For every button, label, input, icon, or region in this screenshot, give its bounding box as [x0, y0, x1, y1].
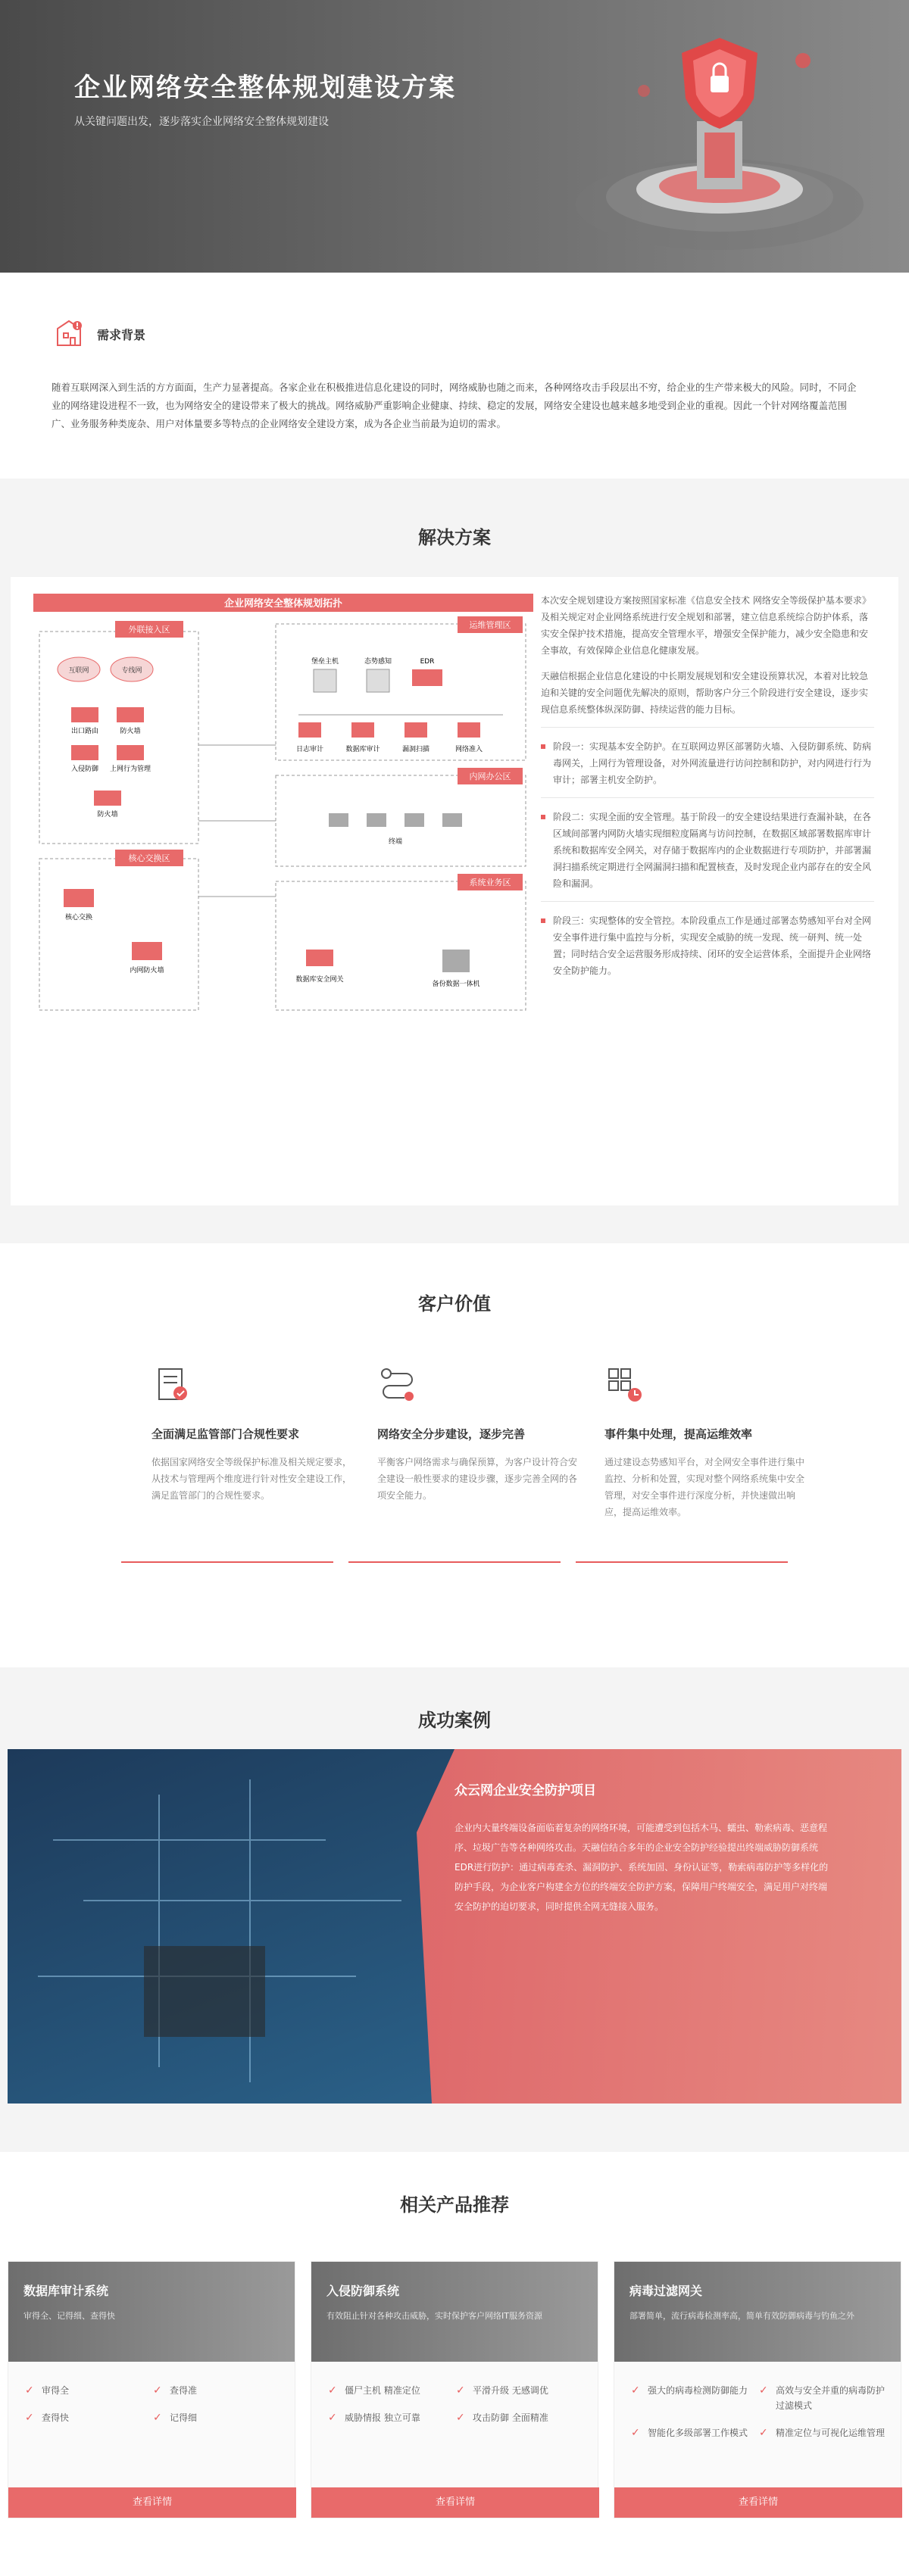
building-alert-icon [53, 318, 85, 350]
route-steps-icon [377, 1364, 418, 1405]
node-log-audit: 日志审计 [295, 746, 324, 753]
case-section [0, 1667, 909, 2152]
product-card-antivirus-gateway [614, 2261, 901, 2518]
product-card-db-audit [8, 2261, 295, 2518]
checklist-icon [152, 1364, 192, 1405]
product-desc: 审得全、记得细、查得快 [23, 2311, 115, 2321]
product-header [311, 2262, 598, 2362]
node-private: 专线网 [121, 667, 142, 675]
security-shield-illustration [561, 8, 879, 265]
node-audit-log: 态势感知 [364, 658, 392, 666]
value-divider-2 [348, 1561, 561, 1563]
solution-title: 解决方案 [418, 527, 491, 548]
solution-description [541, 592, 874, 988]
node-firewall: 防火墙 [120, 728, 141, 735]
product-header [8, 2262, 295, 2362]
solution-phase-3: 阶段三：实现整体的安全管控。本阶段重点工作是通过部署态势感知平台对全网安全事件进行集中监控与分析，实现安全威胁的统一发现、统一研判、统一处置；同时结合安全运营服务形成持续、闭环的安全运营体系，全面提升企业网络安全防护能力。 [541, 901, 874, 979]
value-item-compliance [152, 1364, 356, 1504]
node-vuln-scan: 漏洞扫描 [401, 746, 430, 753]
node-intranet-fw: 内网防火墙 [130, 967, 164, 975]
node-db-audit: 数据库审计 [345, 746, 380, 753]
view-details-button[interactable]: 查看详情 [614, 2487, 902, 2518]
products-section [0, 2152, 909, 2576]
page-title: 企业网络安全整体规划建设方案 [74, 73, 456, 103]
node-exit-router: 出口路由 [70, 728, 99, 735]
case-text: 企业内大量终端设备面临着复杂的网络环境，可能遭受到包括木马、蠕虫、勒索病毒、恶意程序、垃圾广告等各种网络攻击。天融信结合多年的企业安全防护经验提出终端威胁防御系统EDR进行防护：通过病毒查杀、漏洞防护、系统加固、身份认证等，勒索病毒防护等多样化的防护手段，为企业客户构建全方位的终端安全防护方案，保障用户终端安全，满足用户对终端安全防护的迫切要求，同时提供全网无缝接入服务。 [454, 1823, 829, 1912]
product-features [614, 2362, 901, 2453]
background-section [0, 273, 909, 479]
node-ips: 入侵防御 [70, 766, 99, 773]
background-title: 需求背景 [97, 327, 146, 342]
value-desc-3: 通过建设态势感知平台，对全网安全事件进行集中监控、分析和处置，实现对整个网络系统集中安全管理，对安全事件进行深度分析，并快速做出响应，提高运维效率。 [604, 1457, 805, 1517]
product-feature: ✓ 查得准 [152, 2383, 280, 2398]
node-core-switch: 核心交换 [64, 914, 93, 922]
zone-external-label: 外联接入区 [128, 625, 170, 635]
network-topology-diagram [33, 594, 533, 1018]
product-header [614, 2262, 901, 2362]
product-features [311, 2362, 598, 2437]
value-item-efficiency [604, 1364, 809, 1520]
solution-phase-1: 阶段一：实现基本安全防护。在互联网边界区部署防火墙、入侵防御系统、防病毒网关，上网行为管理设备，对外网流量进行访问控制和防护，对内网进行行为审计；部署主机安全防护。 [541, 727, 874, 788]
product-feature: ✓ 查得快 [23, 2410, 152, 2425]
solution-phase-2: 阶段二：实现全面的安全管理。基于阶段一的安全建设结果进行查漏补缺，在各区域间部署内网防火墙实现细粒度隔离与访问控制，在数据区域部署数据库审计系统和数据库安全网关，对存储于数据库内的企业数据进行专项防护，并部署漏洞扫描系统定期进行全网漏洞扫描和配置核查，及时发现企业内部存在的安全风险和漏洞。 [541, 797, 874, 892]
node-db-gateway: 数据库安全网关 [295, 976, 344, 984]
product-feature: ✓ 僵尸主机 精准定位 [326, 2383, 454, 2398]
value-title: 客户价值 [418, 1293, 491, 1315]
node-backup: 备份数据一体机 [432, 981, 480, 988]
product-features [8, 2362, 295, 2437]
value-heading-3: 事件集中处理，提高运维效率 [604, 1427, 753, 1441]
value-desc-2: 平衡客户网络需求与确保预算，为客户设计符合安全建设一般性要求的建设步骤，逐步完善全网的各项安全能力。 [377, 1457, 578, 1501]
product-feature: ✓ 精准定位与可视化运维管理 [758, 2425, 886, 2440]
value-heading-2: 网络安全分步建设，逐步完善 [377, 1427, 526, 1441]
product-card-ips [311, 2261, 598, 2518]
view-details-button[interactable]: 查看详情 [8, 2487, 296, 2518]
value-item-stepwise [377, 1364, 582, 1504]
product-name: 入侵防御系统 [326, 2284, 400, 2298]
product-name: 病毒过滤网关 [629, 2284, 703, 2298]
solution-card [11, 577, 898, 1205]
view-details-button[interactable]: 查看详情 [311, 2487, 599, 2518]
value-desc-1: 依据国家网络安全等级保护标准及相关规定要求，从技术与管理两个维度进行针对性安全建设工作，满足监管部门的合规性要求。 [152, 1457, 352, 1501]
case-title: 成功案例 [418, 1710, 491, 1731]
product-feature: ✓ 威胁情报 独立可靠 [326, 2410, 454, 2425]
dashboard-grid-icon [604, 1364, 645, 1405]
product-feature: ✓ 智能化多级部署工作模式 [629, 2425, 758, 2440]
node-firewall2: 防火墙 [97, 811, 118, 819]
zone-ops-label: 运维管理区 [469, 620, 511, 630]
node-internet: 互联网 [68, 667, 89, 675]
hero-banner [0, 0, 909, 273]
zone-service-label: 系统业务区 [469, 878, 511, 887]
product-feature: ✓ 高效与安全并重的病毒防护过滤模式 [758, 2383, 886, 2413]
product-feature: ✓ 攻击防御 全面精准 [454, 2410, 583, 2425]
case-banner [8, 1749, 901, 2104]
zone-core-label: 核心交换区 [128, 853, 170, 863]
solution-section [0, 479, 909, 1243]
background-header [53, 318, 145, 350]
node-edr: EDR [420, 658, 435, 666]
product-desc: 有效阻止针对各种攻击威胁，实时保护客户网络IT服务资源 [326, 2311, 542, 2321]
products-title: 相关产品推荐 [400, 2194, 509, 2216]
solution-intro-2: 天融信根据企业信息化建设的中长期发展规划和安全建设预算状况，本着对比较急迫和关键的安全问题优先解决的原则，帮助客户分三个阶段进行安全建设，逐步实现信息系统整体纵深防御、持续运营的能力目标。 [541, 671, 869, 715]
zone-intranet-label: 内网办公区 [469, 772, 511, 781]
node-bastion: 堡垒主机 [311, 658, 339, 666]
node-access: 网络准入 [454, 746, 483, 753]
node-terminal: 终端 [388, 838, 403, 846]
solution-intro-1: 本次安全规划建设方案按照国家标准《信息安全技术 网络安全等级保护基本要求》及相关规定对企业网络系统进行安全规划和部署，建立信息系统综合防护体系，落实安全保护技术措施，提高安全管理水平，增强安全保护能力，减少安全隐患和安全事故，有效保障企业信息化健康发展。 [541, 595, 871, 656]
product-desc: 部署简单，流行病毒检测率高，简单有效防御病毒与钓鱼之外 [629, 2311, 854, 2321]
value-divider-1 [121, 1561, 333, 1563]
case-heading: 众云网企业安全防护项目 [454, 1783, 596, 1798]
background-text: 随着互联网深入到生活的方方面面，生产力显著提高。各家企业在积极推进信息化建设的同时，网络威胁也随之而来，各种网络攻击手段层出不穷，给企业的生产带来极大的风险。同时，不同企业的网络建设进程不一致，也为网络安全的建设带来了极大的挑战。网络威胁严重影响企业健康、持续、稳定的发展，网络安全建设也越来越多地受到企业的重视。因此一个针对网络覆盖范围广、业务服务种类庞杂、用户对体量要多等特点的企业网络安全建设方案，成为各企业当前最为迫切的需求。 [52, 382, 857, 429]
value-divider-3 [576, 1561, 788, 1563]
product-feature: ✓ 平滑升级 无感调优 [454, 2383, 583, 2398]
product-feature: ✓ 强大的病毒检测防御能力 [629, 2383, 758, 2413]
page-subtitle: 从关键问题出发，逐步落实企业网络安全整体规划建设 [74, 116, 329, 128]
case-content [454, 1779, 833, 1916]
diagram-title: 企业网络安全整体规划拓扑 [223, 598, 343, 610]
value-section [0, 1243, 909, 1667]
value-heading-1: 全面满足监管部门合规性要求 [152, 1427, 300, 1441]
node-behavior: 上网行为管理 [109, 766, 152, 773]
product-feature: ✓ 记得细 [152, 2410, 280, 2425]
product-name: 数据库审计系统 [23, 2284, 109, 2298]
product-feature: ✓ 审得全 [23, 2383, 152, 2398]
